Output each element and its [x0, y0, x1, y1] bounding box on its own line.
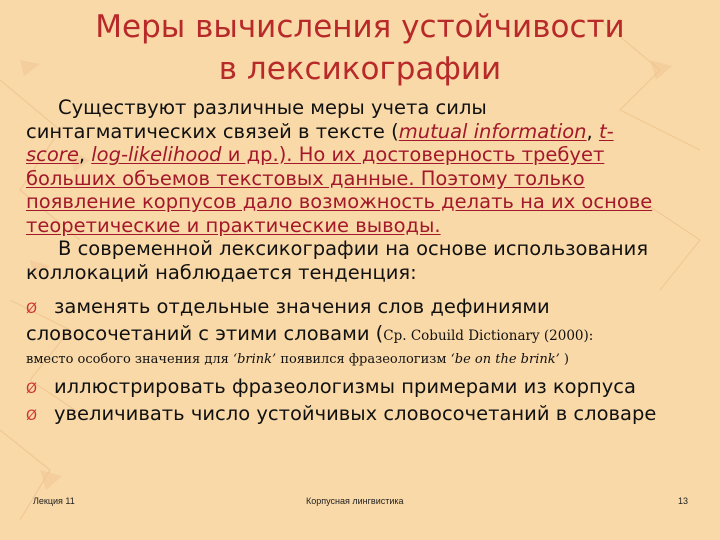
note-word-brink: ‘brink’: [232, 352, 277, 367]
bullet1-text: заменять отдельные значения слов дефиниями словосочетаний с этими словами (: [26, 295, 550, 345]
paragraph1-highlighted-text: и др.). Но их достоверность требует больших объемов текстовых данные. Поэтому только появление корпусов дало возможность делать на их основе теоретические и практические выводы.: [26, 143, 653, 237]
footer-course: Корпусная лингвистика: [306, 496, 404, 506]
slide-body: [26, 96, 666, 428]
note-start: вместо особого значения для: [26, 352, 233, 367]
title-line-1: Меры вычисления устойчивости: [95, 9, 625, 45]
bullet1-reference: Ср. Cobuild Dictionary (2000):: [383, 327, 594, 344]
title-line-2: в лексикографии: [218, 51, 502, 87]
note-phrase: ‘be on the brink’: [450, 352, 560, 367]
bullet1-note: [26, 351, 666, 369]
note-middle: появился фразеологизм: [276, 352, 451, 367]
term-t-score: t-score: [26, 119, 614, 166]
bullet-item-increase: [26, 402, 666, 429]
paragraph1-intro: Существуют различные меры учета силы синтагматических связей в тексте (: [26, 96, 487, 143]
paragraph2-text: В современной лексикографии на основе использования коллокаций наблюдается тенденция:: [26, 237, 649, 284]
paragraph1-separator-1: ,: [586, 119, 599, 143]
term-log-likelihood: log-likelihood: [91, 143, 222, 166]
paragraph-tendency: [26, 237, 666, 284]
paragraph1-separator-2: ,: [78, 143, 92, 166]
bullet-arrow-icon: Ø: [26, 301, 38, 317]
bullet2-text: иллюстрировать фразеологизмы примерами из корпуса: [54, 375, 636, 398]
bullet-arrow-icon: Ø: [26, 407, 38, 424]
bullet-arrow-icon: Ø: [26, 381, 38, 397]
term-mutual-information: mutual information: [398, 119, 587, 143]
slide-title: [40, 6, 680, 90]
footer-lecture: Лекция 11: [33, 496, 75, 506]
paragraph-measures: [26, 96, 666, 237]
bullet-item-illustrate: [26, 375, 666, 402]
bullet3-text: увеличивать число устойчивых словосочетаний в словаре: [54, 401, 657, 425]
footer-page-number: 13: [678, 496, 689, 506]
note-end: ): [559, 352, 569, 367]
bullet-item-replace: [26, 295, 666, 348]
